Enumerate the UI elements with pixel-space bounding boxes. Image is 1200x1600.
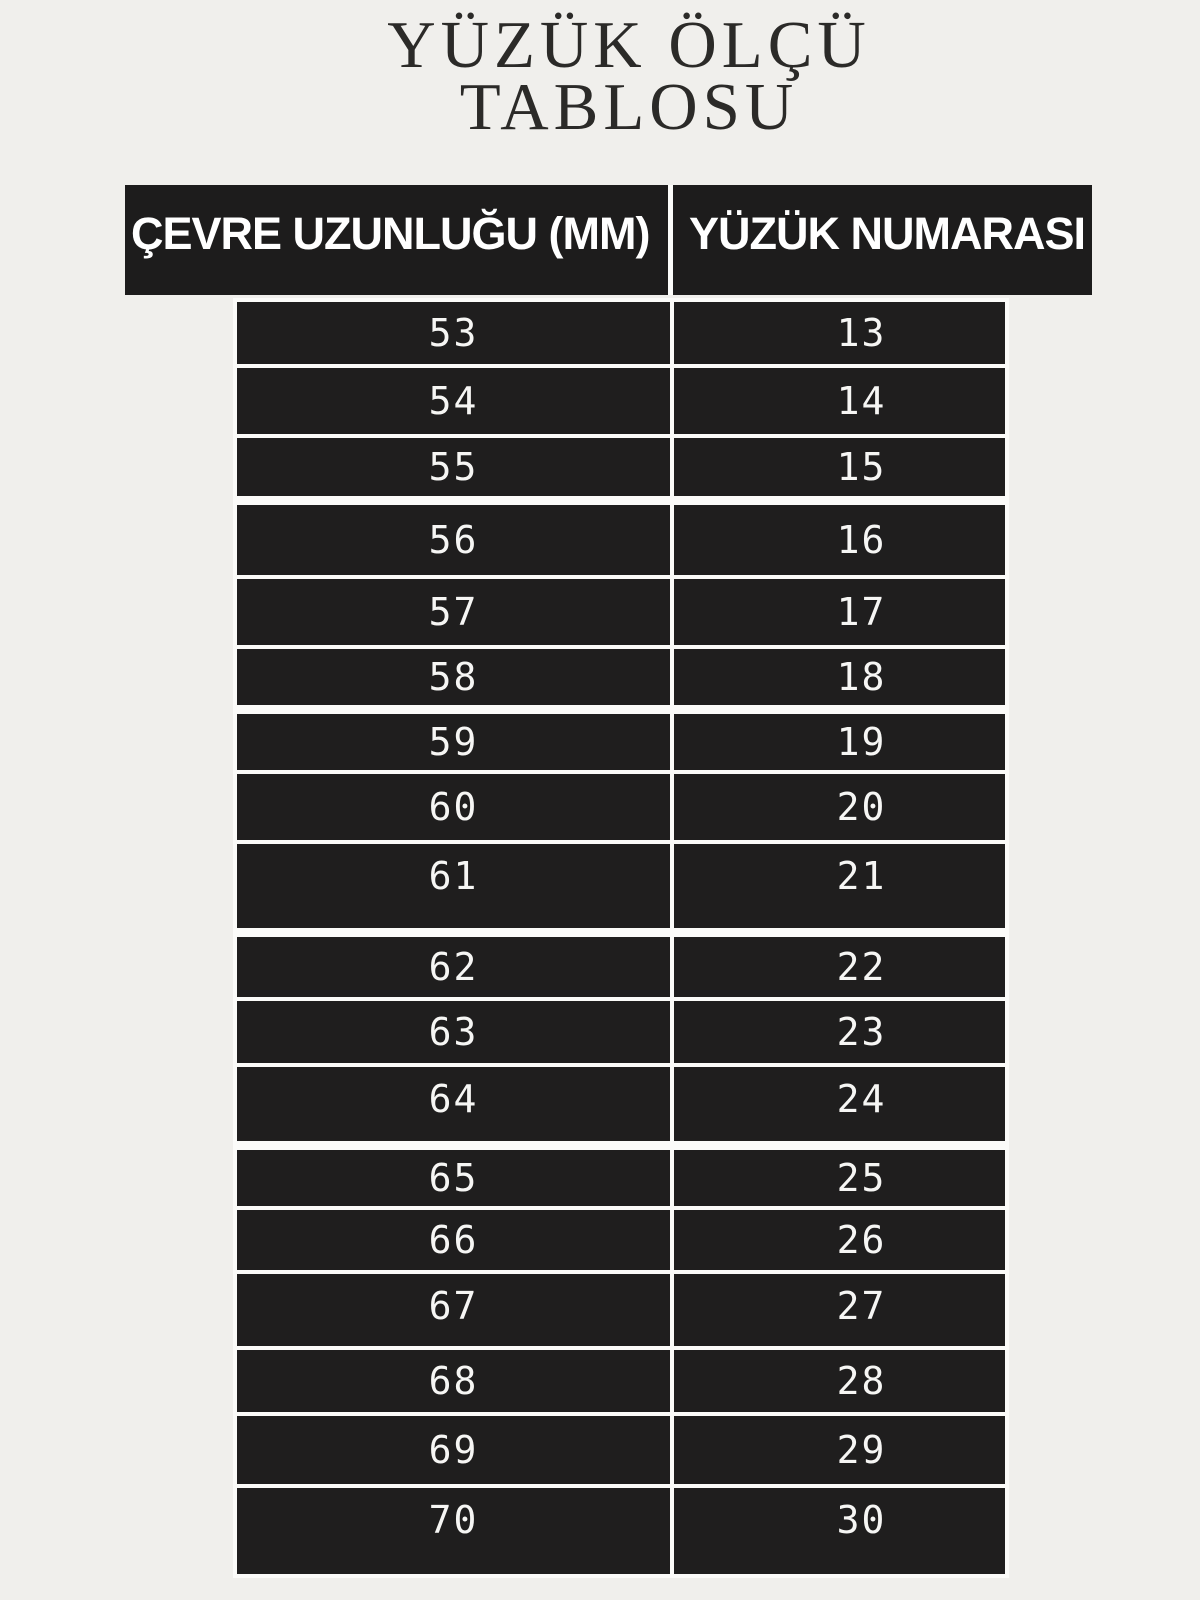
table-row — [237, 1416, 1005, 1484]
ring-number-value: 27 — [674, 1274, 1005, 1346]
ring-number-value: 19 — [674, 714, 1005, 770]
ring-number-value: 24 — [674, 1067, 1005, 1141]
table-row — [237, 438, 1005, 496]
table-row — [237, 1274, 1005, 1346]
ring-number-value: 15 — [674, 438, 1005, 496]
ring-number-value: 23 — [674, 1001, 1005, 1063]
ring-number-value: 25 — [674, 1150, 1005, 1206]
table-row — [237, 1488, 1005, 1574]
table-row — [237, 714, 1005, 770]
table-row — [237, 1210, 1005, 1270]
table-row — [237, 1001, 1005, 1063]
table-row — [237, 1350, 1005, 1412]
circumference-value: 55 — [237, 438, 670, 496]
circumference-value: 70 — [237, 1488, 670, 1574]
circumference-value: 69 — [237, 1416, 670, 1484]
table-row — [237, 1150, 1005, 1206]
circumference-value: 59 — [237, 714, 670, 770]
circumference-value: 54 — [237, 368, 670, 434]
table-row — [237, 937, 1005, 997]
circumference-value: 64 — [237, 1067, 670, 1141]
circumference-value: 66 — [237, 1210, 670, 1270]
circumference-value: 68 — [237, 1350, 670, 1412]
table-row — [237, 844, 1005, 928]
ring-number-value: 21 — [674, 844, 1005, 928]
table-row — [237, 1067, 1005, 1141]
table-row — [237, 579, 1005, 645]
header-cell-circumference: ÇEVRE UZUNLUĞU (MM) — [125, 185, 668, 295]
page-title — [0, 8, 1200, 145]
circumference-value: 67 — [237, 1274, 670, 1346]
circumference-value: 62 — [237, 937, 670, 997]
circumference-value: 57 — [237, 579, 670, 645]
circumference-value: 60 — [237, 774, 670, 840]
circumference-value: 56 — [237, 505, 670, 575]
ring-number-value: 18 — [674, 649, 1005, 705]
table-row — [237, 505, 1005, 575]
ring-number-value: 22 — [674, 937, 1005, 997]
table-row — [237, 368, 1005, 434]
header-cell-ring-number: YÜZÜK NUMARASI — [673, 185, 1092, 295]
page-title-line1: YÜZÜK ÖLÇÜ — [387, 8, 871, 82]
ring-number-value: 14 — [674, 368, 1005, 434]
ring-number-value: 26 — [674, 1210, 1005, 1270]
page-title-line2: TABLOSU — [459, 70, 799, 145]
table-row — [237, 774, 1005, 840]
ring-number-value: 30 — [674, 1488, 1005, 1574]
ring-number-value: 17 — [674, 579, 1005, 645]
circumference-value: 63 — [237, 1001, 670, 1063]
table-row — [237, 649, 1005, 705]
size-chart-table — [233, 298, 1009, 1578]
circumference-value: 58 — [237, 649, 670, 705]
circumference-value: 53 — [237, 302, 670, 364]
ring-number-value: 29 — [674, 1416, 1005, 1484]
ring-number-value: 20 — [674, 774, 1005, 840]
circumference-value: 61 — [237, 844, 670, 928]
table-row — [237, 302, 1005, 364]
ring-number-value: 13 — [674, 302, 1005, 364]
ring-number-value: 28 — [674, 1350, 1005, 1412]
ring-number-value: 16 — [674, 505, 1005, 575]
table-header — [125, 185, 1092, 295]
circumference-value: 65 — [237, 1150, 670, 1206]
